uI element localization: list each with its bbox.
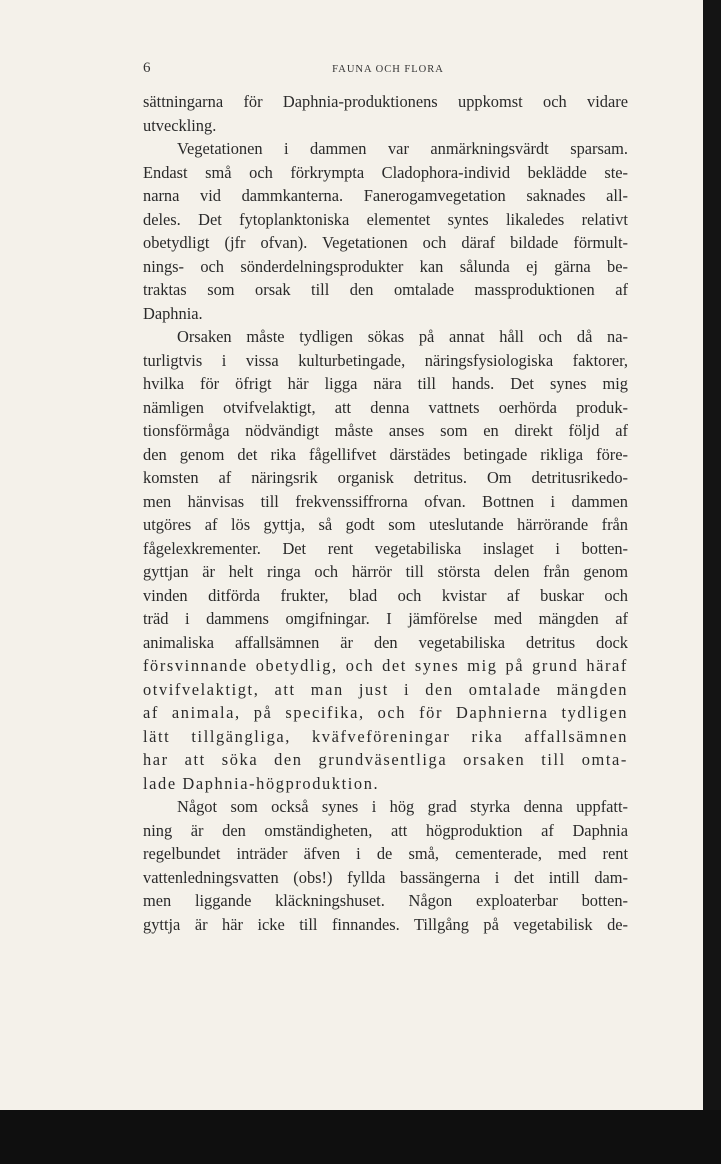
text-line: nings- och sönderdelningsprodukter kan sålunda ej gärna be- [143,256,628,276]
text-line: af animala, på specifika, och för Daphnierna tydligen [143,703,628,722]
text-line: men liggande kläckningshuset. Någon exploaterbar botten- [143,891,628,910]
text-line: Något som också synes i hög grad styrka denna uppfatt- [177,797,628,816]
text-line: otvifvelaktigt, att man just i den omtalade mängden [143,679,628,699]
text-line: sättningarna för Daphnia-produktionens uppkomst och vidare [143,92,628,111]
text-line: turligtvis i vissa kulturbetingade, näringsfysiologiska faktorer, [143,350,628,370]
text-line: tionsförmåga nödvändigt måste anses som en direkt följd af [143,421,628,440]
text-line: gyttja är här icke till finnandes. Tillgång på vegetabilisk de- [143,914,628,934]
text-line: komsten af näringsrik organisk detritus. Om detritusrikedo- [143,468,628,487]
text-line: har att söka den grundväsentliga orsaken till omta- [143,750,628,769]
text-line: traktas som orsak till den omtalade massproduktionen af [143,280,628,299]
scan-edge-bottom [0,1110,721,1164]
text-line: lade Daphnia-högproduktion. [143,773,380,793]
page-number: 6 [143,60,151,76]
text-line: vinden ditförda frukter, blad och kvistar af buskar och [143,585,628,605]
scan-edge-right [703,0,721,1164]
text-line: gyttjan är helt ringa och härrör till största delen från genom [143,562,628,581]
running-head: FAUNA OCH FLORA [332,64,444,75]
text-line: deles. Det fytoplanktoniska elementet syntes likaledes relativt [143,209,628,229]
text-line: träd i dammens omgifningar. I jämförelse med mängden af [143,609,628,628]
text-line: fågelexkrementer. Det rent vegetabiliska inslaget i botten- [143,538,628,558]
text-line: regelbundet inträder äfven i de små, cementerade, med rent [143,844,628,863]
text-line: försvinnande obetydlig, och det synes mig på grund häraf [143,656,628,675]
text-line: utveckling. [143,115,217,135]
text-line: lätt tillgängliga, kväfveföreningar rika affallsämnen [143,726,628,746]
text-line: obetydligt (jfr ofvan). Vegetationen och däraf bildade förmult- [143,233,628,252]
text-line: den genom det rika fågellifvet därstädes betingade rikliga före- [143,444,628,464]
text-line: nämligen otvifvelaktigt, att denna vattnets oerhörda produk- [143,397,628,417]
text-line: Orsaken måste tydligen sökas på annat håll och då na- [177,327,628,346]
text-line: Vegetationen i dammen var anmärkningsvärdt sparsam. [177,139,628,158]
text-line: animaliska affallsämnen är den vegetabiliska detritus dock [143,632,628,652]
body-text [143,90,628,936]
text-line: ning är den omständigheten, att högproduktion af Daphnia [143,820,628,840]
text-line: narna vid dammkanterna. Fanerogamvegetation saknades all- [143,186,628,205]
text-line: hvilka för öfrigt här ligga nära till hands. Det synes mig [143,374,628,393]
text-line: vattenledningsvatten (obs!) fyllda bassängerna i det intill dam- [143,867,628,887]
text-line: utgöres af lös gyttja, så godt som uteslutande härrörande från [143,515,628,534]
text-line: Endast små och förkrympta Cladophora-individ beklädde ste- [143,162,628,182]
text-line: men hänvisas till frekvenssiffrorna ofvan. Bottnen i dammen [143,491,628,511]
text-line: Daphnia. [143,303,203,323]
